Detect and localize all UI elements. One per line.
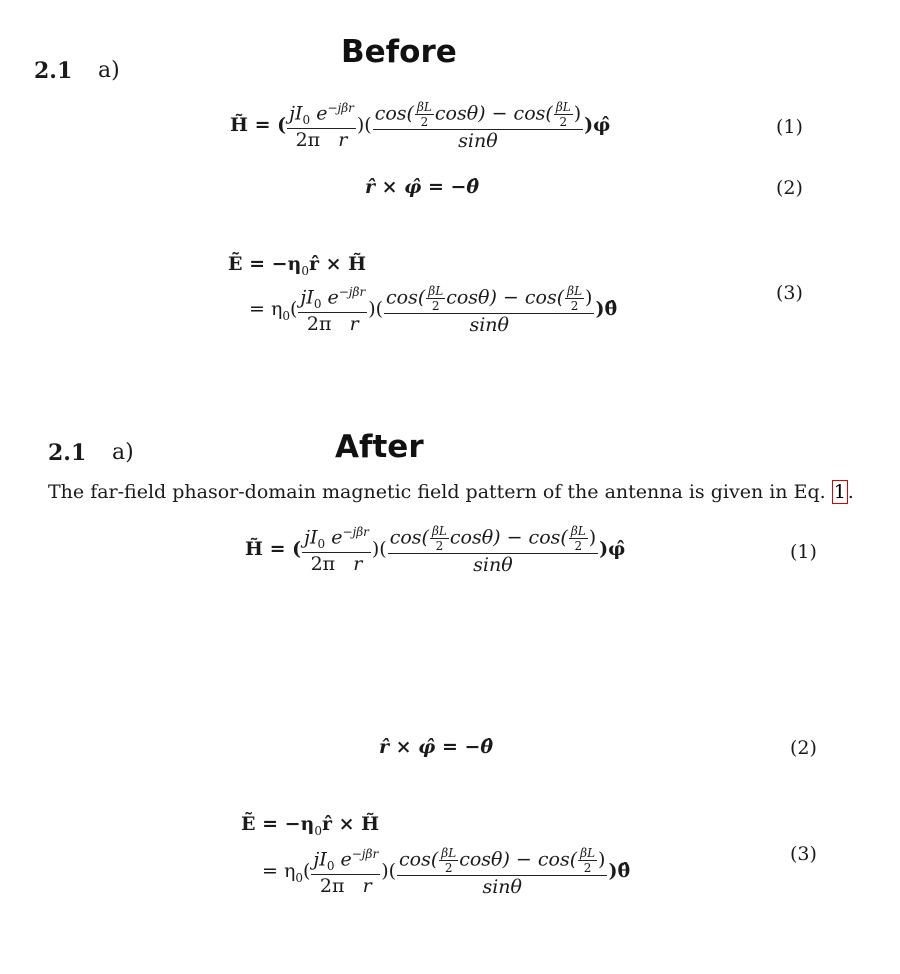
before-eq-number-1: (1) — [776, 116, 803, 138]
after-equation-1: H̃ = ( $\frac{jI_0 e^{-j\beta r}}{\text{2π r}}$ )( cos( $\frac{\beta L}{2}$ cosθ) − cos( $\frac{\beta L}{2}$ ) sinθ )φ̂ — [245, 524, 626, 576]
after-equation-3-line1: Ẽ = $-\eta_0r̂$ × H̃ — [241, 813, 380, 838]
before-eq-number-2: (2) — [776, 177, 803, 199]
before-section-number: 2.1 — [34, 58, 73, 84]
after-eq-number-2: (2) — [790, 737, 817, 759]
before-heading: Before — [341, 34, 457, 70]
equation-reference-link[interactable]: 1 — [833, 481, 846, 503]
after-paragraph: The far-field phasor-domain magnetic field pattern of the antenna is given in Eq. 1 . — [48, 481, 854, 503]
after-heading: After — [335, 429, 424, 465]
after-section-label: a) — [112, 440, 134, 465]
after-eq-number-1: (1) — [790, 541, 817, 563]
after-equation-3-line2: = $\eta_0$( $\frac{jI_0 e^{-j\beta r}}{\text{2π r}}$ )( cos( $\frac{\beta L}{2}$ cosθ) − cos( $\frac{\beta L}{2}$ ) sinθ )θ̂ — [262, 846, 631, 898]
before-section-label: a) — [98, 58, 120, 83]
after-eq-number-3: (3) — [790, 843, 817, 865]
after-section-number: 2.1 — [48, 440, 87, 466]
before-eq-number-3: (3) — [776, 282, 803, 304]
before-equation-3-line1: Ẽ = $-\eta_0r̂$ × H̃ — [228, 253, 367, 278]
before-equation-2: r̂ × φ̂ = −θ̂ — [365, 176, 480, 198]
after-equation-2: r̂ × φ̂ = −θ̂ — [379, 736, 494, 758]
before-equation-1: H̃ = ( $\frac{jI_0 e^{-j\beta r}}{\text{2π r}}$ )( cos( $\frac{\beta L}{2}$ cosθ) − cos( $\frac{\beta L}{2}$ ) sinθ )φ̂ — [230, 100, 611, 152]
before-equation-3-line2: = $\eta_0$( $\frac{jI_0 e^{-j\beta r}}{\text{2π r}}$ )( cos( $\frac{\beta L}{2}$ cosθ) − cos( $\frac{\beta L}{2}$ ) sinθ )θ̂ — [249, 284, 618, 336]
